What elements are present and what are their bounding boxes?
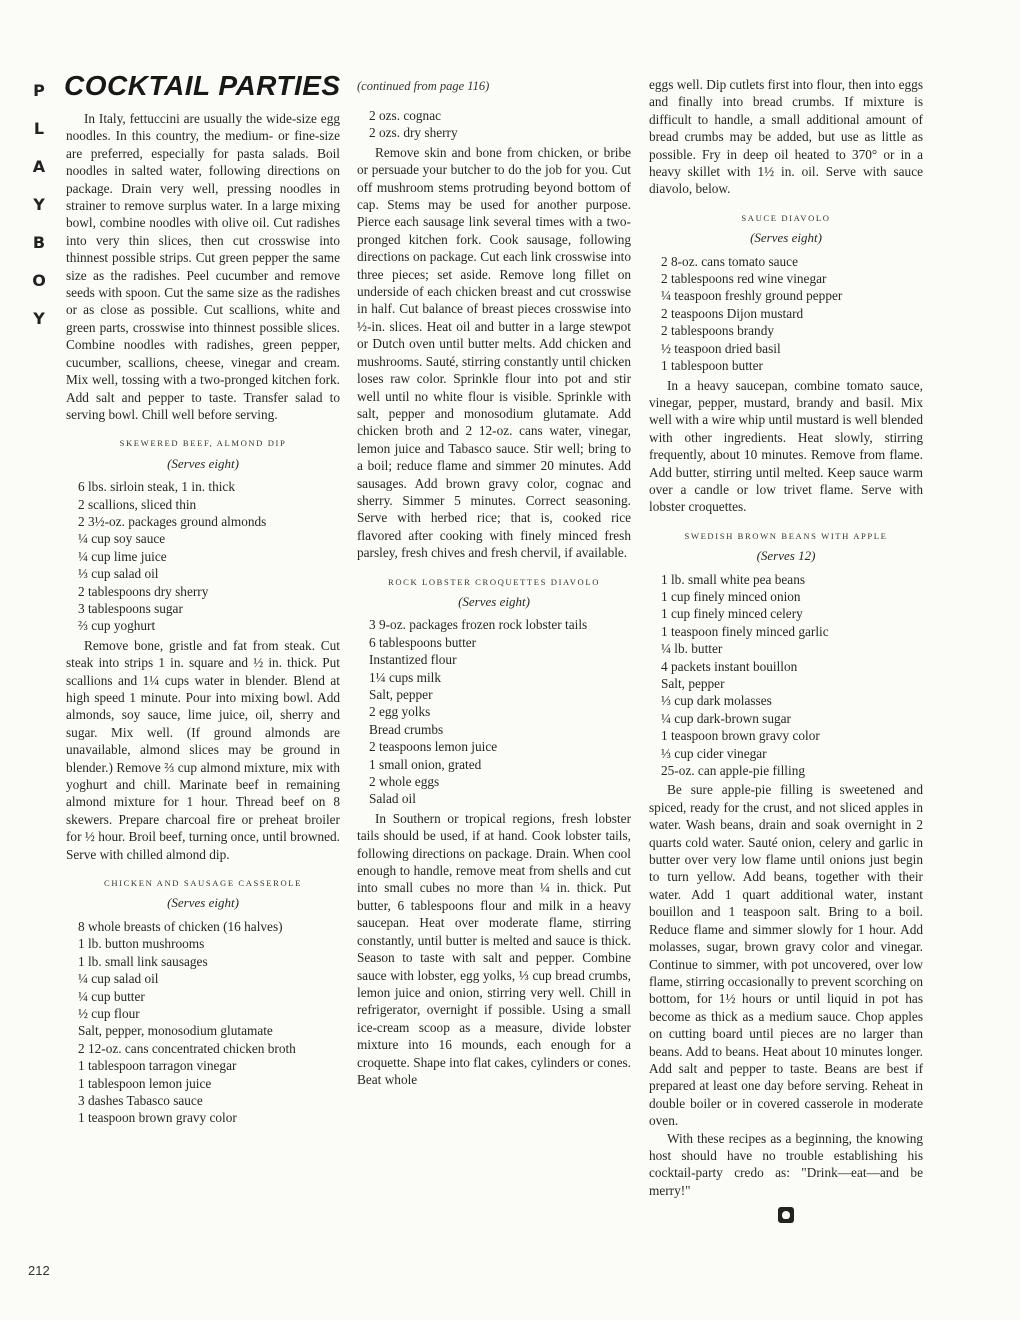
ingredient-item: 1 small onion, grated <box>369 756 482 772</box>
ingredient-item: 1 cup finely minced celery <box>661 606 803 622</box>
recipe-directions: In Southern or tropical regions, fresh lobster tails should be used, if at hand. Cook lobster tails, following directions on package. Drain. When cool enough to handle, remove meat from shells and cut into small cubes no more than ¼ in. thick. Put butter, 6 tablespoons flour and milk in a heavy saucepan. Heat over moderate flame, stirring constantly, until butter is melted and sauce is thick. Season to taste with salt and pepper. Combine sauce with lobster, egg yolks, ⅓ cup bread crumbs, lemon juice and onion, stirring very well. Chill in refrigerator, overnight if possible. Using a small ice-cream scoop as a measure, divide lobster mixture into 16 mounds, each enough for a croquette. Shape into flat cakes, cylinders or cones. Beat whole <box>357 810 631 1087</box>
ingredient-item: 2 scallions, sliced thin <box>78 496 197 512</box>
column-3 <box>649 76 923 1223</box>
ingredient-item: 2 3½-oz. packages ground almonds <box>78 513 267 529</box>
ingredient-item: Salad oil <box>369 791 416 807</box>
ingredient-item: 2 tablespoons red wine vinegar <box>661 271 827 287</box>
ingredient-list <box>66 478 340 635</box>
recipe-serves: (Serves eight) <box>167 895 239 911</box>
ingredient-item: 1 teaspoon finely minced garlic <box>661 623 829 639</box>
ingredient-item: 2 teaspoons lemon juice <box>369 739 498 755</box>
ingredient-item: 1 tablespoon tarragon vinegar <box>78 1058 237 1074</box>
closing-paragraph: With these recipes as a beginning, the knowing host should have no trouble establishing his cocktail-party credo as: "Drink—eat—and be merry!" <box>649 1130 923 1198</box>
ingredient-item: 2 ozs. cognac <box>369 108 441 123</box>
ingredient-item: 1 tablespoon lemon juice <box>78 1075 212 1091</box>
article-headline: COCKTAIL PARTIES <box>64 70 341 101</box>
headline-row <box>66 72 340 100</box>
ingredient-item: 2 8-oz. cans tomato sauce <box>661 253 798 269</box>
intro-paragraph: In Italy, fettuccini are usually the wide-size egg noodles. In this country, the medium- or fine-size are preferred, especially for pasta salads. Boil noodles in salted water, following directions on package. Drain very well, pressing noodles in strainer to remove surplus water. In a large mixing bowl, combine noodles with olive oil. Cut radishes into very thin slices, then cut crosswise into thinnest possible strips. Cut green pepper the same size as the radishes. Peel cucumber and remove seeds with spoon. Cut the same size as the radishes or as close as possible. Cut scallions, white and green parts, crosswise into thinnest possible slices. Combine noodles with radishes, green pepper, cucumber, scallions, cheese, vinegar and cream. Mix well, tossing with a two-pronged kitchen fork. Add salt and pepper to taste. Transfer salad to serving bowl. Chill well before serving. <box>66 111 340 422</box>
ingredient-item: ¼ teaspoon freshly ground pepper <box>661 288 843 304</box>
recipe-serves: (Serves eight) <box>750 230 822 246</box>
ingredient-list <box>649 571 923 780</box>
ingredient-item: 1 lb. button mushrooms <box>78 936 205 952</box>
ingredient-item: 3 dashes Tabasco sauce <box>78 1092 203 1108</box>
ingredient-item: ¼ cup lime juice <box>78 548 167 564</box>
ingredient-item: 1 tablespoon butter <box>661 358 763 374</box>
ingredient-item: 2 whole eggs <box>369 774 440 790</box>
ingredient-item: ⅔ cup yoghurt <box>78 618 156 634</box>
recipe-title: SWEDISH BROWN BEANS WITH APPLE <box>684 530 888 541</box>
ingredient-item: 2 ozs. dry sherry <box>369 125 458 141</box>
ingredient-item: 2 teaspoons Dijon mustard <box>661 305 804 321</box>
ingredient-item: 1 lb. small link sausages <box>78 953 208 969</box>
ingredient-item: 1¼ cups milk <box>369 669 442 685</box>
ingredient-item: 2 egg yolks <box>369 704 431 720</box>
ingredient-item: ¼ cup salad oil <box>78 971 159 987</box>
ingredient-item: Salt, pepper, monosodium glutamate <box>78 1023 273 1039</box>
recipe-directions: Remove bone, gristle and fat from steak. Cut steak into strips 1 in. square and ½ in. thick. Put scallions and 1¼ cups water in blender. Blend at high speed 1 minute. Pour into mixing bowl. Add almonds, soy sauce, lime juice, oil, sherry and sugar. Mix well. (If ground almonds are unavailable, almond slices may be ground in blender.) Remove ⅔ cup almond mixture, mix with yoghurt and chill. Marinate beef in remaining almond mixture for 1 hour. Thread beef on 8 skewers. Prepare charcoal fire or preheat broiler for ½ hour. Broil beef, turning once, until browned. Serve with chilled almond dip. <box>66 637 340 862</box>
recipe-directions: Remove skin and bone from chicken, or bribe or persuade your butcher to do the job for you. Cut off mushroom stems protruding beyond bottom of cap. Stems may be used for another purpose. Pierce each sausage link several times with a two-pronged kitchen fork. Cook sausage, following directions on package. Cut each link crosswise into three pieces; set aside. Remove long fillet on underside of each chicken breast and cut crosswise in half. Cut balance of breast pieces crosswise into ½-in. slices. Heat oil and butter in a large stewpot or Dutch oven until butter melts. Add chicken and mushrooms. Sauté, stirring constantly until chicken loses raw color. Sprinkle flour into pot and stir well until no white flour is visible. Sprinkle with salt, pepper and monosodium glutamate. Add chicken broth and 2 12-oz. cans water, vinegar, lemon juice and Tabasco sauce. Stir well; bring to a boil; reduce flame and simmer 20 minutes. Add sausages. Add brown gravy color, cognac and sherry. Simmer 5 minutes. Correct seasoning. Serve with herbed rice; that is, cooked rice flavored after cooking with finely minced fresh parsley, fresh chives and fresh chervil, if available. <box>357 144 631 561</box>
recipe-title: SKEWERED BEEF, ALMOND DIP <box>119 438 287 449</box>
ingredient-item: 6 lbs. sirloin steak, 1 in. thick <box>78 479 235 495</box>
page-number: 212 <box>28 1263 50 1278</box>
recipe-title: SAUCE DIAVOLO <box>741 212 831 223</box>
ingredient-item: ¼ cup butter <box>78 988 145 1004</box>
ingredient-item: 8 whole breasts of chicken (16 halves) <box>78 918 283 934</box>
ingredient-item: ½ teaspoon dried basil <box>661 340 781 356</box>
ingredient-item: ⅓ cup dark molasses <box>661 693 772 709</box>
ingredient-item: 3 9-oz. packages frozen rock lobster tails <box>369 617 588 633</box>
ingredient-item: ⅓ cup salad oil <box>78 566 159 582</box>
ingredient-list <box>357 616 631 807</box>
recipe-title: CHICKEN AND SAUSAGE CASSEROLE <box>104 878 302 889</box>
recipe-serves: (Serves eight) <box>458 593 530 609</box>
ingredient-list <box>357 107 631 142</box>
ingredient-item: Salt, pepper <box>369 687 433 702</box>
recipe-serves: (Serves eight) <box>167 455 239 471</box>
ingredient-item: 1 teaspoon brown gravy color <box>661 728 820 744</box>
ingredient-item: 25-oz. can apple-pie filling <box>661 763 805 779</box>
recipe-serves: (Serves 12) <box>756 548 816 564</box>
ingredient-item: 3 tablespoons sugar <box>78 600 183 616</box>
ingredient-item: ½ cup flour <box>78 1005 140 1021</box>
ingredient-list <box>649 253 923 375</box>
ingredient-item: ¼ cup dark-brown sugar <box>661 710 791 726</box>
recipe-directions: In a heavy saucepan, combine tomato sauce, vinegar, pepper, mustard, brandy and basil. Mix well with a wire whip until mustard is well blended with other ingredients. Heat slowly, stirring frequently, about 10 minutes. Remove from flame. Add butter, stirring until melted. Keep sauce warm over a candle or low trivet flame. Serve with lobster croquettes. <box>649 377 923 515</box>
rabbit-head-end-mark-icon <box>778 1207 794 1223</box>
ingredient-list <box>66 918 340 1127</box>
ingredient-item: 4 packets instant bouillon <box>661 658 798 674</box>
ingredient-item: 1 teaspoon brown gravy color <box>78 1110 237 1126</box>
recipe-title: ROCK LOBSTER CROQUETTES DIAVOLO <box>387 576 600 587</box>
ingredient-item: Instantized flour <box>369 652 457 668</box>
ingredient-item: 6 tablespoons butter <box>369 634 477 650</box>
continued-note: (continued from page 116) <box>357 79 490 93</box>
ingredient-item: 1 lb. small white pea beans <box>661 571 806 587</box>
recipe-directions-continued: eggs well. Dip cutlets first into flour, then into eggs and finally into bread crumbs. If mixture is difficult to handle, a small additional amount of bread crumbs may be added, but use as little as possible. Fry in deep oil heated to 370° or in a heavy skillet with 1½ in. oil. Serve with sauce diavolo, below. <box>649 77 923 197</box>
ingredient-item: 2 tablespoons brandy <box>661 323 775 339</box>
column-2 <box>357 107 631 1088</box>
ingredient-item: 2 12-oz. cans concentrated chicken broth <box>78 1040 296 1056</box>
ingredient-item: 2 tablespoons dry sherry <box>78 583 209 599</box>
ingredient-item: Bread crumbs <box>369 721 444 737</box>
ingredient-item: ¼ lb. butter <box>661 641 723 657</box>
recipe-directions: Be sure apple-pie filling is sweetened and spiced, ready for the crust, and not sliced apples in water. Wash beans, drain and soak overnight in 2 quarts cold water. Sauté onion, celery and garlic in butter over very low flame until onions just begin to turn yellow. Add beans, together with their water. Add 1 quart additional water, instant bouillon and 1 teaspoon salt. Bring to a boil. Reduce flame and simmer slowly for 1 hour. Add molasses, sugar, brown gravy color and vinegar. Continue to simmer, with pot uncovered, over low flame, stirring occasionally to prevent scorching on bottom, for 1½ hours or until liquid in pot has become as thick as a medium sauce. Chop apples on cutting board until pieces are no larger than beans. Add to beans. Heat about 10 minutes longer. Add salt and pepper to taste. Beans are best if prepared at least one day before serving. Reheat in double boiler or in covered casserole in moderate oven. <box>649 782 923 1129</box>
column-1 <box>66 72 340 1129</box>
ingredient-item: ⅓ cup cider vinegar <box>661 745 767 761</box>
magazine-brand-vertical: P L A Y B O Y <box>32 81 46 328</box>
ingredient-item: ¼ cup soy sauce <box>78 531 166 547</box>
ingredient-item: Salt, pepper <box>661 676 725 691</box>
ingredient-item: 1 cup finely minced onion <box>661 588 801 604</box>
